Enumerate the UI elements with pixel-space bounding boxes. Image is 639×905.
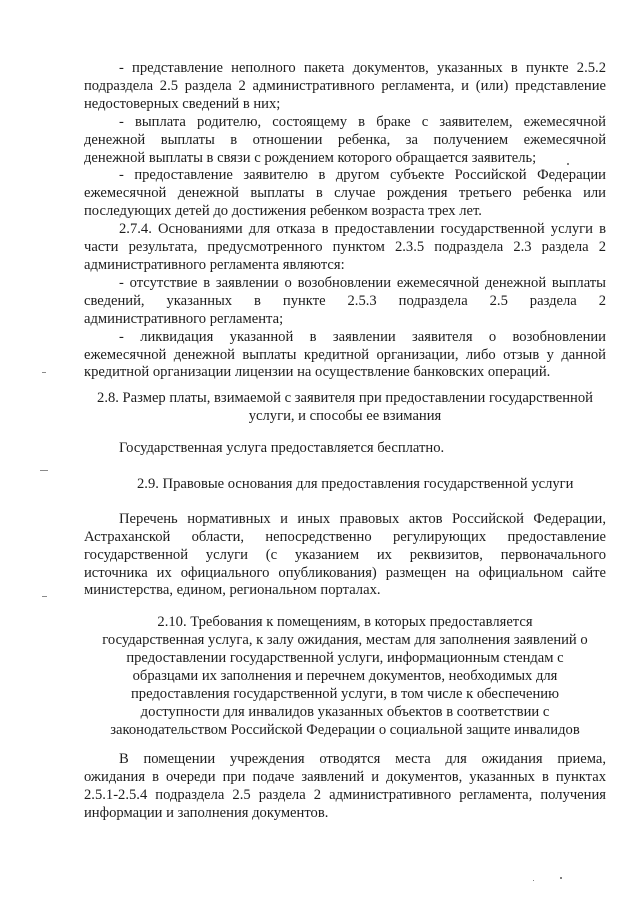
- text-line: - выплата родителю, состоящему в браке с заявителем, ежемесячной: [119, 114, 606, 130]
- text-line: денежной выплаты в связи с рождением которого обращается заявитель;: [84, 150, 537, 166]
- text-line: - предоставление заявителю в другом субъекте Российской Федерации: [119, 167, 606, 183]
- text-line: - представление неполного пакета документов, указанных в пункте 2.5.2: [119, 60, 606, 76]
- text-line: 2.5.1-2.5.4 подраздела 2.5 раздела 2 административного регламента, получения: [84, 787, 606, 803]
- text-line: Перечень нормативных и иных правовых актов Российской Федерации,: [119, 511, 606, 527]
- section-heading: 2.9. Правовые основания для предоставления государственной услуги: [137, 476, 574, 492]
- text-line: недостоверных сведений в них;: [84, 96, 281, 112]
- text-line: подраздела 2.5 раздела 2 административного регламента, и (или) представление: [84, 78, 606, 94]
- text-line: - отсутствие в заявлении о возобновлении ежемесячной денежной выплаты: [119, 275, 606, 291]
- text-line: административного регламента;: [84, 311, 284, 327]
- text-line: - ликвидация указанной в заявлении заявителя о возобновлении: [119, 329, 606, 345]
- text-line: кредитной организации лицензии на осуществление банковских операций.: [84, 364, 551, 380]
- scan-mark: [40, 470, 48, 471]
- text-line: министерства, едином, региональном порталах.: [84, 582, 381, 598]
- scan-mark: [42, 596, 47, 597]
- text-line: последующих детей до достижения ребенком возраста трех лет.: [84, 203, 482, 219]
- text-line: части результата, предусмотренного пунктом 2.3.5 подраздела 2.3 раздела 2: [84, 239, 606, 255]
- scan-dot: [560, 877, 562, 879]
- section-heading: услуги, и способы ее взимания: [248, 408, 442, 424]
- section-heading: доступности для инвалидов указанных объектов в соответствии с: [140, 704, 550, 720]
- text-line: Астраханской области, непосредственно регулирующих предоставление: [84, 529, 606, 545]
- section-heading: законодательством Российской Федерации о социальной защите инвалидов: [110, 722, 580, 738]
- text-line: ежемесячной денежной выплаты в случае рождения третьего ребенка или: [84, 185, 606, 201]
- section-heading: 2.10. Требования к помещениям, в которых предоставляется: [157, 614, 533, 630]
- text-line: сведений, указанных в пункте 2.5.3 подраздела 2.5 раздела 2: [84, 293, 606, 309]
- text-line: информации и заполнения документов.: [84, 805, 329, 821]
- text-line: ожидания в очереди при подаче заявлений и документов, указанных в пунктах: [84, 769, 606, 785]
- text-line: В помещении учреждения отводятся места для ожидания приема,: [119, 751, 606, 767]
- text-line: административного регламента являются:: [84, 257, 345, 273]
- text-line: денежной выплаты в отношении ребенка, за получением ежемесячной: [84, 132, 606, 148]
- scan-mark: [42, 372, 46, 373]
- section-heading: 2.8. Размер платы, взимаемой с заявителя при предоставлении государственной: [97, 390, 593, 406]
- scan-dot: [533, 880, 534, 881]
- text-line: 2.7.4. Основаниями для отказа в предоставлении государственной услуги в: [119, 221, 606, 237]
- section-heading: предоставления государственной услуги, в том числе к обеспечению: [130, 686, 560, 702]
- section-heading: предоставлении государственной услуги, информационным стендам с: [126, 650, 564, 666]
- text-line: государственной услуги (с указанием их реквизитов, первоначального: [84, 547, 606, 563]
- text-line: Государственная услуга предоставляется бесплатно.: [119, 440, 445, 456]
- text-line: ежемесячной денежной выплаты кредитной организации, либо отзыв у данной: [84, 347, 606, 363]
- section-heading: образцами их заполнения и перечнем документов, необходимых для: [132, 668, 558, 684]
- scan-dot: [567, 163, 569, 165]
- text-line: источника их официального опубликования) размещен на официальном сайте: [84, 565, 606, 581]
- section-heading: государственная услуга, к залу ожидания, местам для заполнения заявлений о: [102, 632, 588, 648]
